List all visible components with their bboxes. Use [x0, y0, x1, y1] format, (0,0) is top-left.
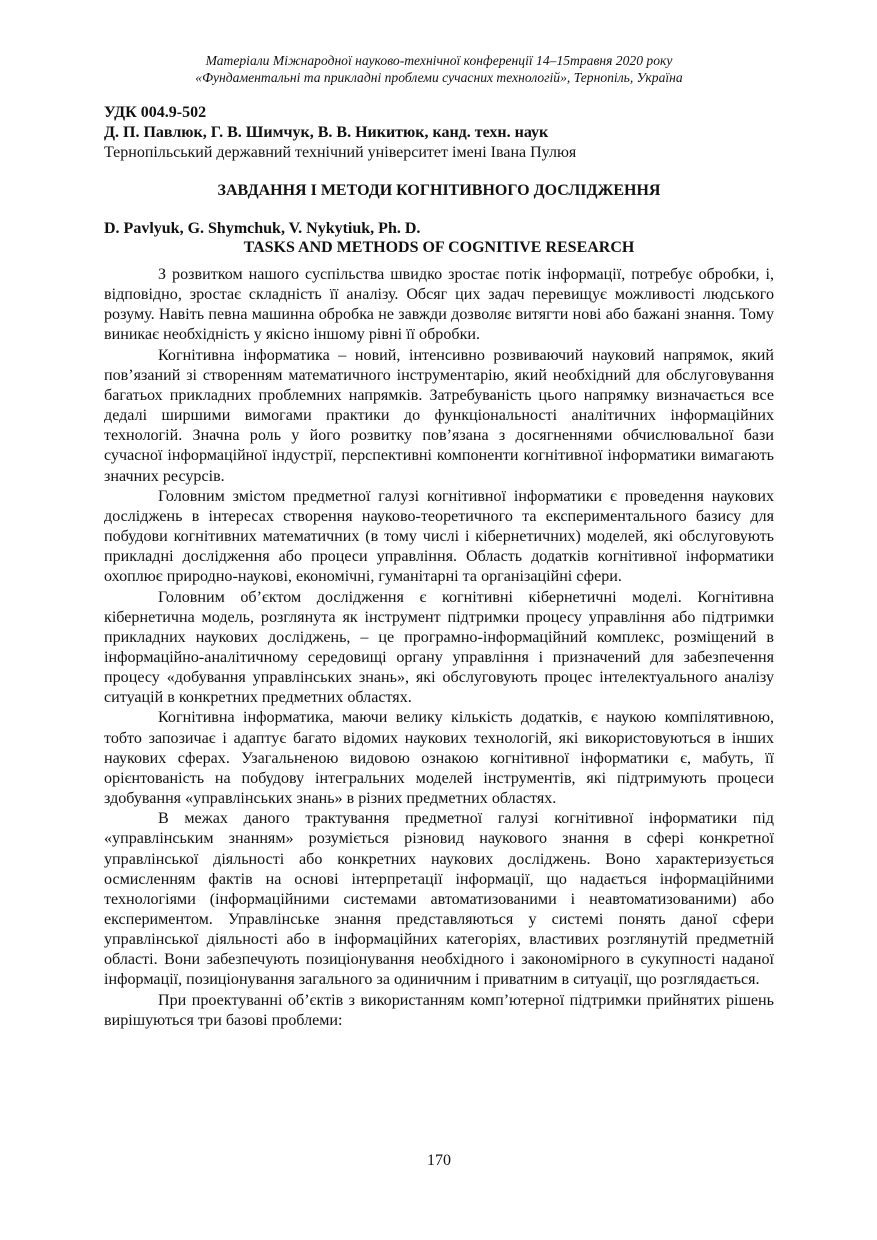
- paragraph: В межах даного трактування предметної галузі когнітивної інформатики під «управлінським знанням» розуміється різновид наукового знання в сфері конкретної управлінської діяльності або конкретних наукових досліджень. Воно характеризується осмисленням фактів на основі інтерпретації інформації, що надається інформаційними технологіями (інформаційними системами автоматизованими і неавтоматизованими) або експериментом. Управлінське знання представляються у системі понять даної сфери управлінської діяльності або в інформаційних категоріях, властивих розглянутій предметній області. Вони забезпечують позиціонування необхідного і закономірного в сукупності наданої інформації, позиціонування загального за одиничним і приватним в ситуації, що розглядається.: [104, 810, 774, 989]
- paragraph: З розвитком нашого суспільства швидко зростає потік інформації, потребує обробки, і, відповідно, зростає складність її аналізу. Обсяг цих задач перевищує можливості людського розуму. Навіть певна машинна обробка не завжди дозволяє витягти нові або бажані знання. Тому виникає необхідність у якісно іншому рівні її обробки.: [104, 266, 774, 344]
- paragraph: При проектуванні об’єктів з використанням комп’ютерної підтримки прийнятих рішень вирішуються три базові проблеми:: [104, 991, 774, 1029]
- paragraph: Когнітивна інформатика – новий, інтенсивно розвиваючий науковий напрямок, який пов’язаний зі створенням математичного інструментарію, який необхідний для обслуговування багатьох прикладних проблемних напрямків. Затребуваність цього напрямку визначається все дедалі ширшими вимогами практики до функціональності аналітичних інформаційних технологій. Значна роль у його розвитку пов’язана з досягненнями обчислювальної бази сучасної інформаційної індустрії, перспективні компоненти когнітивної інформатики вимагають значних ресурсів.: [104, 346, 774, 485]
- paragraph: Головним об’єктом дослідження є когнітивні кібернетичні моделі. Когнітивна кібернетична модель, розглянута як інструмент підтримки процесу управління або підтримки прикладних наукових досліджень, – це програмно-інформаційний комплекс, розміщений в інформаційно-аналітичному середовищі органу управління і призначений для забезпечення процесу «добування управлінських знань», які обслуговують процес інтелектуального аналізу ситуацій в конкретних предметних областях.: [104, 588, 774, 707]
- udk-code: УДК 004.9-502: [104, 104, 207, 121]
- title-ukrainian: ЗАВДАННЯ І МЕТОДИ КОГНІТИВНОГО ДОСЛІДЖЕННЯ: [217, 182, 661, 199]
- paragraph: Головним змістом предметної галузі когнітивної інформатики є проведення наукових досліджень в інтересах створення науково-теоретичного та експериментального базису для побудови когнітивних математичних (в тому числі і кібернетичних) моделей, які обслуговують прикладні дослідження або процеси управління. Область додатків когнітивної інформатики охоплює природно-наукові, економічні, гуманітарні та організаційні сфери.: [104, 487, 774, 586]
- running-header: [104, 52, 774, 86]
- header-line-2: «Фундаментальні та прикладні проблеми сучасних технологій», Тернопіль, Україна: [195, 70, 683, 85]
- authors-english: D. Pavlyuk, G. Shymchuk, V. Nykytiuk, Ph. D.: [104, 220, 421, 237]
- affiliation: Тернопільський державний технічний університет імені Івана Пулюя: [104, 144, 577, 161]
- paragraph: Когнітивна інформатика, маючи велику кількість додатків, є наукою компілятивною, тобто запозичає і адаптує багато відомих наукових технологій, які використовуються в інших наукових сферах. Узагальненою видовою ознакою когнітивної інформатики є, мабуть, її орієнтованість на побудову інтегральних моделей інструментів, які підтримують процеси здобування «управлінських знань» в різних предметних областях.: [104, 709, 774, 808]
- page-number: 170: [427, 1152, 451, 1169]
- title-english: TASKS AND METHODS OF COGNITIVE RESEARCH: [243, 239, 635, 256]
- authors-ukrainian: Д. П. Павлюк, Г. В. Шимчук, В. В. Никитюк, канд. техн. наук: [104, 124, 549, 141]
- header-line-1: Матеріали Міжнародної науково-технічної конференції 14–15травня 2020 року: [205, 53, 673, 68]
- body-text: [104, 265, 774, 1031]
